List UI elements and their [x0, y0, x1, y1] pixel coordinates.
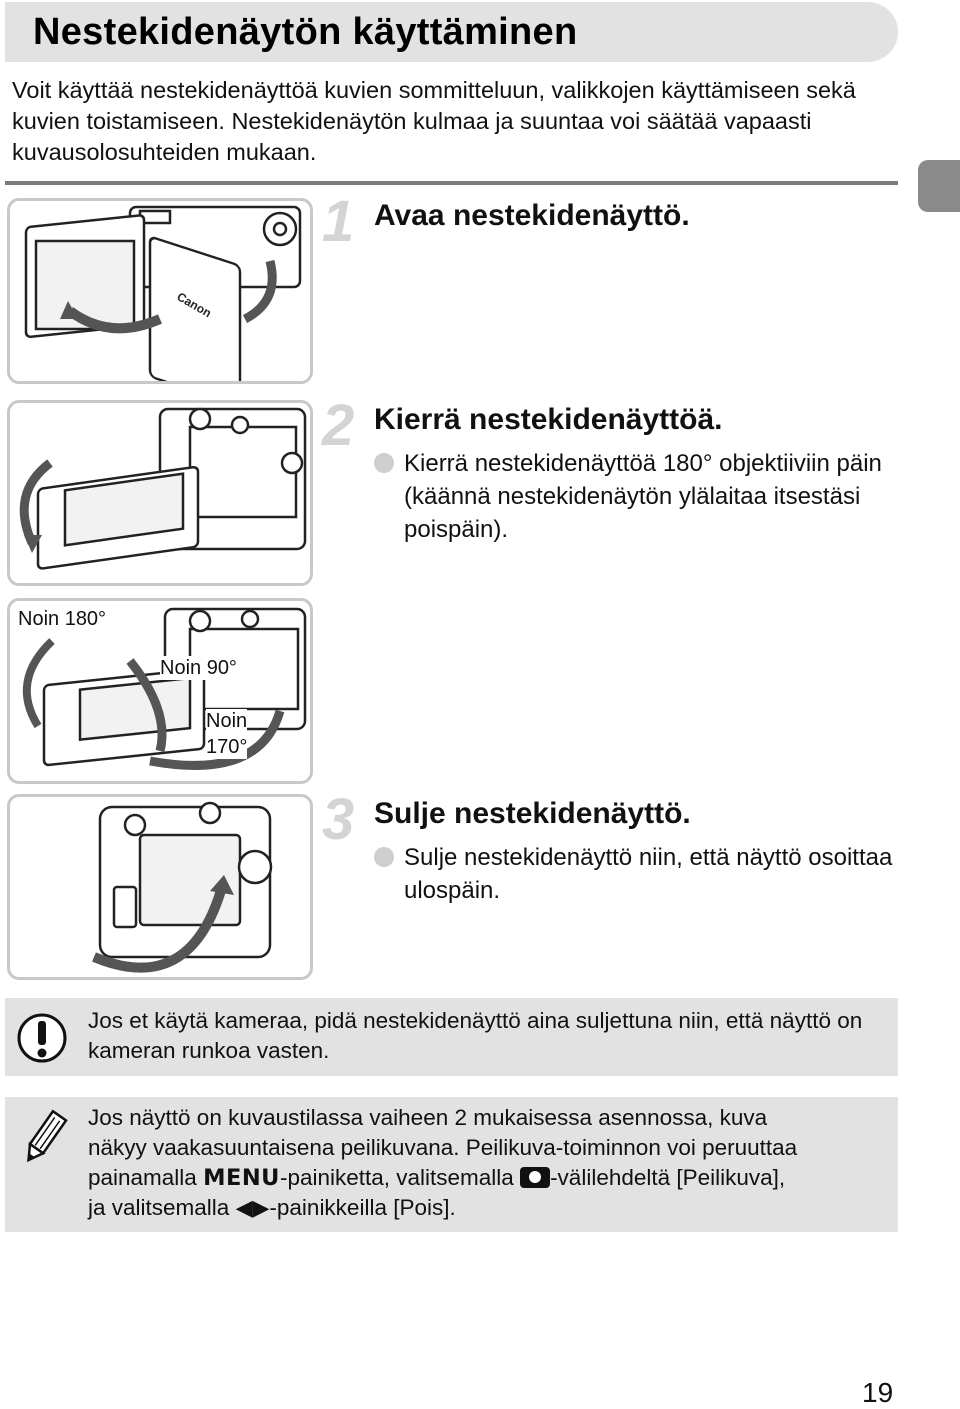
- camera-icon: [520, 1167, 550, 1188]
- step-heading: Sulje nestekidenäyttö.: [374, 797, 691, 830]
- step-bullet: [374, 841, 894, 911]
- memo-line-1: Jos näyttö on kuvaustilassa vaiheen 2 mukaisessa asennossa, kuva: [88, 1105, 768, 1130]
- illustration-close-lcd: [7, 794, 313, 980]
- memo-text-part: -painiketta, valitsemalla: [279, 1165, 521, 1190]
- menu-button-label: MENU: [203, 1165, 280, 1191]
- step-bullet: [374, 447, 894, 557]
- bullet-text: Kierrä nestekidenäyttöä 180° objektiiviin päin (käännä nestekidenäytön ylälaitaa itsestäsi poispäin).: [404, 450, 882, 543]
- angle-label-90: Noin 90°: [160, 657, 237, 679]
- illustration-open-lcd: [7, 198, 313, 384]
- memo-text: [88, 1103, 888, 1223]
- intro-paragraph: Voit käyttää nestekidenäyttöä kuvien sommitteluun, valikkojen käyttämiseen sekä kuvien toistamiseen. Nestekidenäytön kulmaa ja suuntaa voi säätää vapaasti kuvausolosuhteiden mukaan.: [12, 77, 856, 165]
- left-right-arrows-icon: ◀▶: [235, 1195, 270, 1220]
- angle-label-170-line1: Noin: [206, 710, 248, 732]
- memo-text-part: ja valitsemalla: [88, 1195, 236, 1220]
- bullet-icon: [374, 847, 394, 867]
- angle-label-180: Noin 180°: [18, 608, 107, 630]
- angle-label-170-line2: 170°: [206, 736, 248, 758]
- memo-text-part: -painikkeilla [Pois].: [269, 1195, 456, 1220]
- caution-box: [5, 998, 898, 1076]
- step-heading: Kierrä nestekidenäyttöä.: [374, 403, 723, 436]
- memo-line-2: näkyy vaakasuuntaisena peilikuvana. Peilikuva-toiminnon voi peruuttaa: [88, 1135, 798, 1160]
- step-number: 3: [322, 787, 355, 852]
- illustration-rotate-lcd: [7, 400, 313, 586]
- step-heading: Avaa nestekidenäyttö.: [374, 199, 690, 232]
- chapter-tab: [918, 160, 960, 212]
- step-number: 2: [322, 393, 355, 458]
- section-divider: [5, 181, 898, 185]
- step-number: 1: [322, 189, 355, 254]
- memo-box: [5, 1097, 898, 1232]
- page-title: Nestekidenäytön käyttäminen: [33, 11, 578, 53]
- bullet-text: Sulje nestekidenäyttö niin, että näyttö osoittaa ulospäin.: [404, 844, 893, 904]
- page-number: 19: [862, 1377, 894, 1408]
- memo-text-part: painamalla: [88, 1165, 204, 1190]
- illustration-angles: [7, 598, 313, 784]
- bullet-icon: [374, 453, 394, 473]
- title-bar: [5, 2, 898, 62]
- memo-line-3: [88, 1163, 888, 1193]
- caution-text: Jos et käytä kameraa, pidä nestekidenäyttö aina suljettuna niin, että näyttö on kameran runkoa vasten.: [88, 1008, 863, 1063]
- memo-line-4: [88, 1193, 888, 1223]
- exclamation-icon: [15, 1011, 69, 1065]
- brand-label: Canon: [174, 289, 214, 321]
- pencil-icon: [19, 1109, 69, 1167]
- memo-text-part: -välilehdeltä [Peilikuva],: [550, 1165, 786, 1190]
